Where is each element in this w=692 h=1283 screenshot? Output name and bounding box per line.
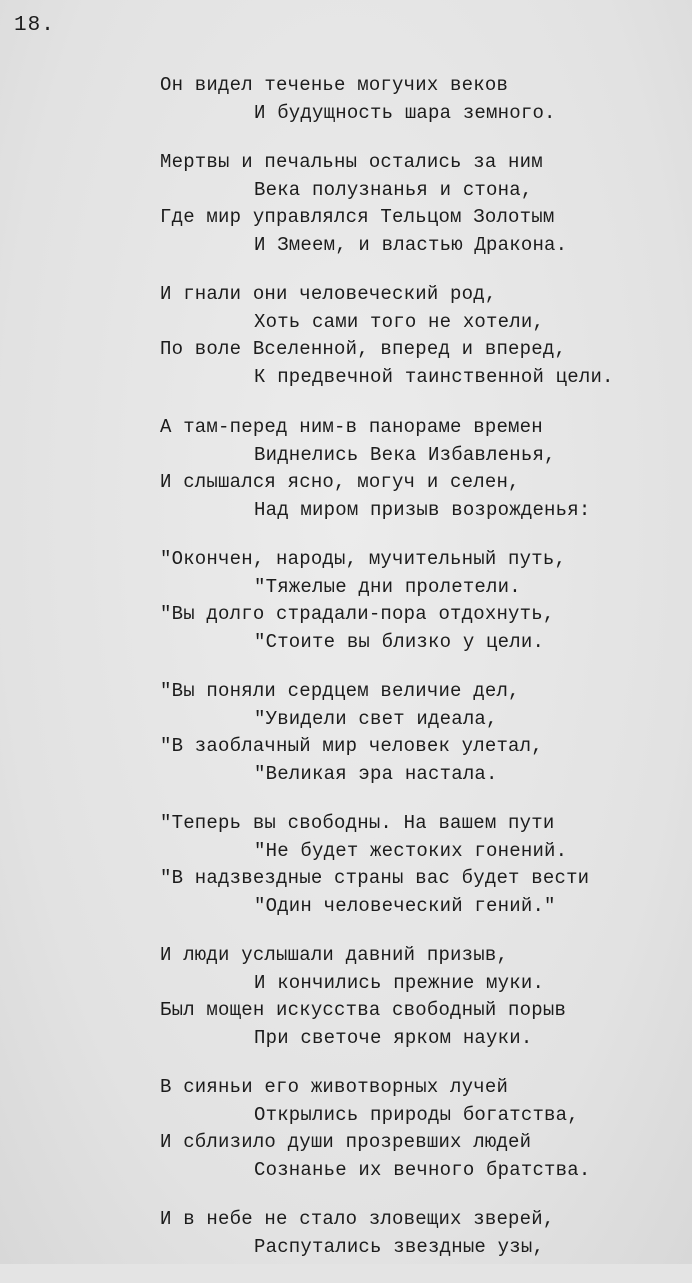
stanza	[160, 1074, 680, 1184]
poem	[160, 72, 680, 1283]
page-number: 18.	[14, 14, 55, 37]
poem-line: Над миром призыв возрожденья:	[254, 498, 591, 521]
poem-line: Где мир управлялся Тельцом Золотым	[160, 206, 555, 228]
poem-line: Века полузнанья и стона,	[254, 178, 533, 201]
poem-line: И в небе не стало зловещих зверей,	[160, 1208, 555, 1230]
poem-line: "Вы поняли сердцем величие дел,	[160, 680, 520, 702]
stanza	[160, 942, 680, 1052]
stanza	[160, 72, 680, 127]
poem-line: Он видел теченье могучих веков	[160, 74, 509, 96]
poem-line: "Великая эра настала.	[254, 762, 498, 785]
poem-line: Мертвы и печальны остались за ним	[160, 151, 543, 173]
poem-line: "Один человеческий гений."	[254, 894, 556, 917]
poem-line: Хоть сами того не хотели,	[254, 310, 545, 333]
poem-line: Был мощен искусства свободный порыв	[160, 999, 567, 1021]
poem-line: И гнали они человеческий род,	[160, 283, 497, 305]
poem-line: По воле Вселенной, вперед и вперед,	[160, 338, 567, 360]
poem-line: И Змеем, и властью Дракона.	[254, 233, 568, 256]
poem-line: "В надзвездные страны вас будет вести	[160, 867, 590, 889]
poem-line: Виднелись Века Избавленья,	[254, 443, 556, 466]
poem-line: "В заоблачный мир человек улетал,	[160, 735, 543, 757]
poem-line: Распутались звездные узы,	[254, 1235, 545, 1258]
poem-line: И сблизило души прозревших людей	[160, 1131, 532, 1153]
poem-line: И слышался ясно, могуч и селен,	[160, 471, 520, 493]
poem-line: "Не будет жестоких гонений.	[254, 839, 568, 862]
stanza	[160, 1206, 680, 1261]
poem-line: Открылись природы богатства,	[254, 1103, 579, 1126]
stanza	[160, 546, 680, 656]
poem-line: Сознанье их вечного братства.	[254, 1158, 591, 1181]
poem-line: "Вы долго страдали-пора отдохнуть,	[160, 603, 555, 625]
poem-line: При светоче ярком науки.	[254, 1026, 533, 1049]
stanza	[160, 678, 680, 788]
poem-line: "Окончен, народы, мучительный путь,	[160, 548, 567, 570]
poem-line: "Увидели свет идеала,	[254, 707, 498, 730]
poem-line: И люди услышали давний призыв,	[160, 944, 509, 966]
poem-line: "Теперь вы свободны. На вашем пути	[160, 812, 555, 834]
stanza	[160, 149, 680, 259]
poem-line: "Стоите вы близко у цели.	[254, 630, 545, 653]
poem-line: И будущность шара земного.	[254, 101, 556, 124]
poem-line: В сияньи его животворных лучей	[160, 1076, 509, 1098]
poem-line: И кончились прежние муки.	[254, 971, 545, 994]
poem-line: А там-перед ним-в панораме времен	[160, 416, 543, 438]
stanza	[160, 414, 680, 524]
stanza	[160, 810, 680, 920]
stanza	[160, 281, 680, 391]
poem-line: К предвечной таинственной цели.	[254, 365, 614, 388]
poem-line: "Тяжелые дни пролетели.	[254, 575, 521, 598]
